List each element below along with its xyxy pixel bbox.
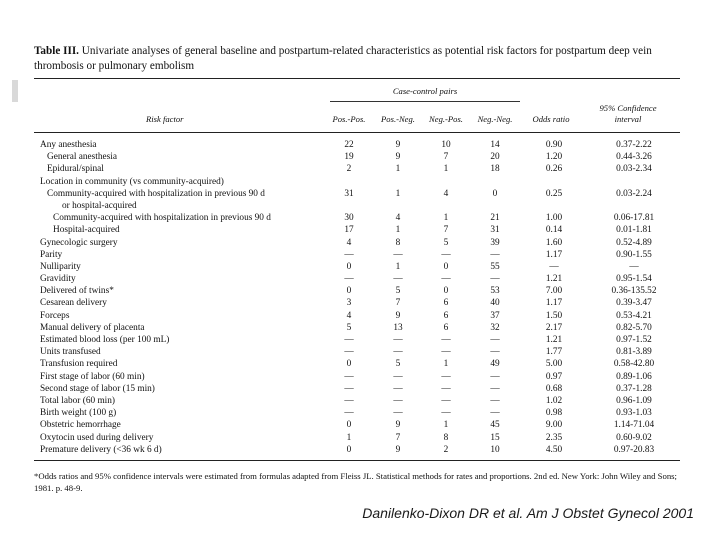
neg-pos-cell: — [441,395,451,406]
neg-pos-cell: — [441,249,451,260]
odds-ratio-cell: 1.20 [545,152,563,163]
pos-pos-cell: 1 [346,432,352,443]
table-row [34,139,680,151]
table-row [34,212,680,224]
neg-pos-cell: 0 [443,261,449,272]
table-row [34,310,680,322]
pos-pos-cell: — [344,335,354,345]
neg-pos-cell: 10 [441,140,451,150]
confidence-interval-cell: 0.81-3.89 [616,347,652,358]
slide-edge-marker [12,80,18,102]
neg-pos-cell: 6 [443,322,449,333]
pos-neg-cell: — [393,249,403,260]
risk-factor-cell: Community-acquired with hospitalization in previous 90 d [53,213,271,224]
neg-neg-cell: 10 [490,444,500,455]
confidence-interval-cell: 0.36-135.52 [611,286,657,297]
table-row [34,188,680,200]
pos-pos-cell: 0 [346,444,352,455]
pos-pos-cell: — [344,249,354,260]
risk-factor-cell: Nulliparity [40,261,81,272]
pos-neg-cell: 1 [395,225,401,236]
odds-ratio-cell: 1.50 [545,310,563,321]
pos-pos-cell: 0 [346,420,352,431]
confidence-interval-cell: 0.39-3.47 [616,298,652,309]
pos-neg-cell: — [393,408,403,419]
table-row [34,407,680,419]
confidence-interval-cell: 0.60-9.02 [616,432,652,443]
neg-pos-cell: — [441,371,451,382]
neg-neg-cell: 53 [490,286,500,297]
pos-pos-cell: — [344,383,354,394]
confidence-interval-cell: 0.52-4.89 [616,237,652,248]
pos-pos-cell: 17 [344,225,354,236]
odds-ratio-cell: 9.00 [545,420,563,431]
neg-neg-cell: 0 [492,188,498,199]
odds-ratio-cell: — [549,261,559,272]
pos-pos-cell: — [344,347,354,358]
neg-pos-cell: 7 [443,152,449,163]
table-row [34,237,680,249]
pos-pos-cell: — [344,395,354,406]
risk-factor-cell: Hospital-acquired [53,225,120,236]
confidence-interval-cell: 0.03-2.34 [616,164,652,175]
table-row [34,285,680,297]
risk-factor-cell: Community-acquired with hospitalization in previous 90 d [47,188,265,199]
odds-ratio-cell: 2.17 [545,322,563,333]
pos-neg-cell: 9 [395,310,401,321]
odds-ratio-cell: 4.50 [545,444,563,455]
table-row [34,151,680,163]
neg-pos-cell: 5 [443,237,449,248]
pos-pos-cell: 19 [344,152,354,163]
table-row [34,200,680,212]
pos-pos-cell: 4 [346,310,352,321]
neg-neg-cell: — [490,408,500,419]
odds-ratio-cell: 1.21 [545,335,563,345]
neg-neg-cell: — [490,249,500,260]
header-odds-ratio: Odds ratio [532,114,570,124]
confidence-interval-cell: 0.37-1.28 [616,383,652,394]
risk-factor-cell: Obstetric hemorrhage [40,420,121,431]
pos-neg-cell: 13 [393,322,403,333]
neg-neg-cell: — [490,395,500,406]
pos-neg-cell: — [393,395,403,406]
pos-pos-cell: 0 [346,261,352,272]
pos-neg-cell: 5 [395,286,401,297]
table-body [34,139,680,456]
pos-pos-cell: 4 [346,237,352,248]
neg-pos-cell: 1 [443,359,449,370]
pos-neg-cell: 9 [395,140,401,150]
table-row [34,176,680,188]
neg-pos-cell: 6 [443,310,449,321]
pos-neg-cell: 9 [395,444,401,455]
neg-pos-cell: 8 [443,432,449,443]
confidence-interval-cell: 0.37-2.22 [616,140,652,150]
header-neg-neg: Neg.-Neg. [477,114,513,124]
neg-neg-cell: 45 [490,420,500,431]
risk-factor-cell: Delivered of twins* [40,286,114,297]
pos-neg-cell: — [393,274,403,285]
pos-neg-cell: 1 [395,188,401,199]
risk-factor-cell: Cesarean delivery [40,298,107,309]
neg-pos-cell: — [441,383,451,394]
odds-ratio-cell: 2.35 [545,432,563,443]
pos-pos-cell: — [344,371,354,382]
table-caption [34,44,694,74]
neg-neg-cell: 49 [490,359,500,370]
table-row [34,163,680,175]
risk-factor-cell: Location in community (vs community-acquired) [40,176,224,187]
pos-neg-cell: 9 [395,420,401,431]
neg-neg-cell: 15 [490,432,500,443]
table-row [34,224,680,236]
risk-factor-cell: or hospital-acquired [62,200,137,211]
risk-factor-cell: Parity [40,249,63,260]
table-row [34,297,680,309]
neg-neg-cell: 39 [490,237,500,248]
case-control-header: Case-control pairs [392,86,458,96]
pos-pos-cell: 5 [346,322,352,333]
pos-neg-cell: 1 [395,164,401,175]
risk-factor-cell: Second stage of labor (15 min) [40,383,155,394]
header-confidence-interval: 95% Confidence interval [599,103,657,124]
pos-pos-cell: 30 [344,213,354,224]
neg-neg-cell: 18 [490,164,500,175]
odds-ratio-cell: 0.26 [545,164,563,175]
neg-neg-cell: 37 [490,310,500,321]
pos-neg-cell: — [393,347,403,358]
table-row [34,371,680,383]
neg-neg-cell: — [490,383,500,394]
pos-neg-cell: — [393,335,403,345]
risk-factor-cell: General anesthesia [47,152,117,163]
neg-pos-cell: 1 [443,164,449,175]
neg-pos-cell: 6 [443,298,449,309]
header-neg-pos: Neg.-Pos. [429,114,463,124]
neg-neg-cell: 20 [490,152,500,163]
risk-factor-cell: Total labor (60 min) [40,395,115,406]
neg-neg-cell: — [490,335,500,345]
risk-factor-cell: First stage of labor (60 min) [40,371,145,382]
bottom-rule [34,460,680,461]
neg-neg-cell: — [490,371,500,382]
risk-factor-cell: Premature delivery (<36 wk 6 d) [40,444,162,455]
odds-ratio-cell: 1.02 [545,395,563,406]
confidence-interval-cell: 0.06-17.81 [613,213,655,224]
odds-ratio-cell: 0.90 [545,140,563,150]
table-row [34,419,680,431]
table-row [34,358,680,370]
neg-neg-cell: 32 [490,322,500,333]
risk-factor-cell: Epidural/spinal [47,164,104,175]
confidence-interval-cell: 0.03-2.24 [616,188,652,199]
odds-ratio-cell: 0.68 [545,383,563,394]
neg-pos-cell: 1 [443,213,449,224]
odds-ratio-cell: 1.21 [545,274,563,285]
neg-pos-cell: 7 [443,225,449,236]
risk-factor-cell: Estimated blood loss (per 100 mL) [40,335,170,345]
confidence-interval-cell: 0.53-4.21 [616,310,652,321]
risk-factor-cell: Transfusion required [40,359,118,370]
neg-neg-cell: 31 [490,225,500,236]
confidence-interval-cell: 0.97-1.52 [616,335,652,345]
confidence-interval-cell: 0.96-1.09 [616,395,652,406]
table-label: Table III. [34,45,79,57]
confidence-interval-cell: — [629,261,639,272]
neg-neg-cell: 55 [490,261,500,272]
table-row [34,334,680,346]
neg-pos-cell: 2 [443,444,449,455]
pos-neg-cell: 9 [395,152,401,163]
confidence-interval-cell: 0.93-1.03 [616,408,652,419]
confidence-interval-cell: 0.97-20.83 [613,444,655,455]
pos-pos-cell: — [344,274,354,285]
header-pos-pos: Pos.-Pos. [332,114,366,124]
citation: Danilenko-Dixon DR et al. Am J Obstet Gynecol 2001 [362,505,694,521]
pos-neg-cell: 1 [395,261,401,272]
table-row [34,322,680,334]
confidence-interval-cell: 0.95-1.54 [616,274,652,285]
pos-pos-cell: 0 [346,359,352,370]
risk-factor-cell: Units transfused [40,347,101,358]
neg-pos-cell: — [441,335,451,345]
table-row [34,261,680,273]
risk-factor-cell: Birth weight (100 g) [40,408,117,419]
table-row [34,273,680,285]
table-footnote: *Odds ratios and 95% confidence intervals were estimated from formulas adapted from Fleiss JL. Statistical methods for rates and proportions. 2nd ed. New York: John Wiley and Sons; 1981. p. 48-9. [34,471,677,493]
confidence-interval-cell: 0.89-1.06 [616,371,652,382]
odds-ratio-cell: 0.97 [545,371,563,382]
odds-ratio-cell: 7.00 [545,286,563,297]
pos-neg-cell: 8 [395,237,401,248]
neg-neg-cell: 21 [490,213,500,224]
neg-neg-cell: — [490,347,500,358]
odds-ratio-cell: 0.14 [545,225,563,236]
table-row [34,383,680,395]
risk-factor-cell: Gravidity [40,274,76,285]
top-rule [34,78,680,79]
odds-ratio-cell: 0.25 [545,188,563,199]
neg-pos-cell: 0 [443,286,449,297]
table-row [34,432,680,444]
confidence-interval-cell: 0.90-1.55 [616,249,652,260]
pos-pos-cell: 2 [346,164,352,175]
odds-ratio-cell: 0.98 [545,408,563,419]
neg-neg-cell: 40 [490,298,500,309]
confidence-interval-cell: 1.14-71.04 [613,420,655,431]
table-row [34,346,680,358]
pos-neg-cell: — [393,383,403,394]
risk-factor-cell: Gynecologic surgery [40,237,118,248]
pos-neg-cell: 5 [395,359,401,370]
odds-ratio-cell: 1.77 [545,347,563,358]
case-control-underline [330,101,520,102]
confidence-interval-cell: 0.44-3.26 [616,152,652,163]
pos-neg-cell: 7 [395,432,401,443]
odds-ratio-cell: 1.17 [545,249,563,260]
neg-pos-cell: 1 [443,420,449,431]
table-title: Univariate analyses of general baseline and postpartum-related characteristics as potential risk factors for postpartum deep vein thrombosis or pulmonary embolism [34,45,652,72]
risk-factor-cell: Oxytocin used during delivery [40,432,154,443]
pos-neg-cell: 4 [395,213,401,224]
header-rule [34,132,680,133]
risk-factor-cell: Any anesthesia [40,140,97,150]
neg-pos-cell: — [441,347,451,358]
pos-pos-cell: 31 [344,188,354,199]
header-risk-factor: Risk factor [146,114,184,124]
confidence-interval-cell: 0.82-5.70 [616,322,652,333]
risk-factor-cell: Forceps [40,310,70,321]
odds-ratio-cell: 5.00 [545,359,563,370]
pos-neg-cell: — [393,371,403,382]
pos-pos-cell: 22 [344,140,354,150]
odds-ratio-cell: 1.00 [545,213,563,224]
pos-neg-cell: 7 [395,298,401,309]
neg-neg-cell: 14 [490,140,500,150]
neg-pos-cell: — [441,274,451,285]
header-pos-neg: Pos.-Neg. [381,114,415,124]
pos-pos-cell: 0 [346,286,352,297]
neg-neg-cell: — [490,274,500,285]
odds-ratio-cell: 1.17 [545,298,563,309]
pos-pos-cell: 3 [346,298,352,309]
odds-ratio-cell: 1.60 [545,237,563,248]
table-row [34,395,680,407]
table-row [34,249,680,261]
confidence-interval-cell: 0.58-42.80 [613,359,655,370]
pos-pos-cell: — [344,408,354,419]
risk-factor-cell: Manual delivery of placenta [40,322,145,333]
confidence-interval-cell: 0.01-1.81 [616,225,652,236]
neg-pos-cell: — [441,408,451,419]
neg-pos-cell: 4 [443,188,449,199]
table-row [34,444,680,456]
